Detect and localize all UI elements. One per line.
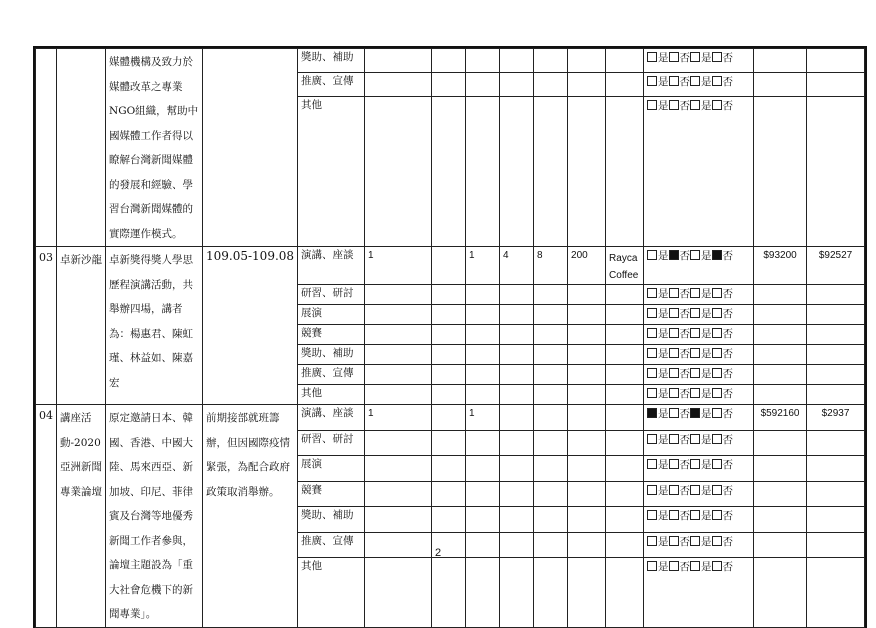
checkbox-no[interactable]: [712, 76, 722, 86]
checkbox-no[interactable]: [712, 510, 722, 520]
type-cell: 推廣、宣傳: [298, 532, 365, 558]
checkbox-no[interactable]: [669, 408, 679, 418]
checkbox-group: 是 否 是 否: [644, 345, 754, 365]
page-number: 2: [434, 547, 442, 559]
checkbox-yes[interactable]: [690, 561, 700, 571]
checkbox-no[interactable]: [712, 408, 722, 418]
checkbox-no[interactable]: [712, 368, 722, 378]
row-number: 04: [36, 405, 57, 628]
table-row: [36, 49, 865, 73]
checkbox-yes[interactable]: [690, 100, 700, 110]
activity-name: 卓新沙龍: [57, 247, 106, 405]
checkbox-group: 是 否 是 否: [644, 73, 754, 97]
checkbox-no[interactable]: [712, 459, 722, 469]
checkbox-yes[interactable]: [647, 368, 657, 378]
checkbox-yes[interactable]: [690, 76, 700, 86]
type-cell: 競賽: [298, 481, 365, 507]
checkbox-group: 是 否 是 否: [644, 49, 754, 73]
activity-table: [35, 48, 865, 628]
value-cell: 1: [466, 247, 500, 285]
checkbox-yes[interactable]: [647, 288, 657, 298]
checkbox-no[interactable]: [669, 388, 679, 398]
checkbox-no[interactable]: [669, 510, 679, 520]
checkbox-no[interactable]: [712, 52, 722, 62]
activity-note: 前期接部就班籌辦，但因國際疫情緊張，為配合政府政策取消舉辦。: [203, 405, 298, 628]
value-cell: 200: [568, 247, 606, 285]
checkbox-no[interactable]: [712, 288, 722, 298]
checkbox-group: 是 否 是 否: [644, 97, 754, 247]
checkbox-yes[interactable]: [690, 368, 700, 378]
checkbox-group: 是 否 是 否: [644, 405, 754, 431]
checkbox-yes[interactable]: [690, 348, 700, 358]
amount-cell: $592160: [754, 405, 807, 431]
checkbox-no[interactable]: [712, 536, 722, 546]
checkbox-yes[interactable]: [690, 459, 700, 469]
activity-desc: 原定邀請日本、韓國、香港、中國大陸、馬來西亞、新加坡、印尼、菲律賓及台灣等地優秀新聞工作者參與，論壇主題設為「重大社會危機下的新聞專業」。: [106, 405, 203, 628]
checkbox-no[interactable]: [669, 308, 679, 318]
checkbox-no[interactable]: [712, 485, 722, 495]
checkbox-group: 是 否 是 否: [644, 558, 754, 627]
checkbox-no[interactable]: [669, 561, 679, 571]
type-cell: 其他: [298, 558, 365, 627]
activity-desc: 卓新獎得獎人學思歷程演講活動，共舉辦四場，講者為：楊惠君、陳虹瑾、林益如、陳嘉宏: [106, 247, 203, 405]
value-cell: 8: [534, 247, 568, 285]
checkbox-no[interactable]: [712, 328, 722, 338]
checkbox-yes[interactable]: [647, 485, 657, 495]
checkbox-yes[interactable]: [647, 308, 657, 318]
checkbox-no[interactable]: [669, 485, 679, 495]
checkbox-group: 是 否 是 否: [644, 456, 754, 482]
checkbox-no[interactable]: [712, 434, 722, 444]
checkbox-yes[interactable]: [647, 52, 657, 62]
checkbox-yes[interactable]: [647, 348, 657, 358]
amount-cell: $92527: [807, 247, 865, 285]
type-cell: 展演: [298, 305, 365, 325]
type-cell: 推廣、宣傳: [298, 365, 365, 385]
partner-cell: Rayca Coffee: [606, 247, 644, 285]
checkbox-no[interactable]: [669, 52, 679, 62]
activity-date: 109.05-109.08: [203, 247, 298, 405]
name-cell: [57, 49, 106, 247]
value-cell: 1: [365, 247, 432, 285]
checkbox-yes[interactable]: [647, 434, 657, 444]
checkbox-no[interactable]: [669, 100, 679, 110]
activity-name: 講座活動-2020亞洲新聞專業論壇: [57, 405, 106, 628]
checkbox-group: 是 否 是 否: [644, 481, 754, 507]
checkbox-no[interactable]: [712, 388, 722, 398]
value-cell: 4: [500, 247, 534, 285]
checkbox-no[interactable]: [669, 348, 679, 358]
checkbox-yes-checked[interactable]: [647, 408, 657, 418]
checkbox-yes[interactable]: [647, 459, 657, 469]
checkbox-no-checked[interactable]: [669, 250, 679, 260]
type-cell: 競賽: [298, 325, 365, 345]
checkbox-yes[interactable]: [690, 388, 700, 398]
checkbox-yes[interactable]: [690, 288, 700, 298]
checkbox-yes[interactable]: [690, 250, 700, 260]
type-cell: 研習、研討: [298, 285, 365, 305]
checkbox-no[interactable]: [712, 561, 722, 571]
checkbox-no[interactable]: [669, 76, 679, 86]
checkbox-no[interactable]: [712, 100, 722, 110]
checkbox-yes[interactable]: [690, 434, 700, 444]
checkbox-yes-checked[interactable]: [690, 408, 700, 418]
checkbox-no[interactable]: [669, 368, 679, 378]
no-cell: [36, 49, 57, 247]
checkbox-yes[interactable]: [647, 328, 657, 338]
type-cell: 研習、研討: [298, 430, 365, 456]
amount-cell: $2937: [807, 405, 865, 431]
desc-cell: 媒體機構及致力於媒體改革之專業NGO組織，幫助中國媒體工作者得以瞭解台灣新聞媒體的發展和經驗、學習台灣新聞媒體的實際運作模式。: [106, 49, 203, 247]
checkbox-yes[interactable]: [647, 510, 657, 520]
type-cell: 推廣、宣傳: [298, 73, 365, 97]
checkbox-no[interactable]: [669, 536, 679, 546]
checkbox-yes[interactable]: [647, 250, 657, 260]
checkbox-group: 是 否 是 否: [644, 430, 754, 456]
type-cell: 其他: [298, 97, 365, 247]
value-cell: 1: [365, 405, 432, 431]
row-number: 03: [36, 247, 57, 405]
checkbox-group: 是 否 是 否: [644, 325, 754, 345]
checkbox-yes[interactable]: [690, 485, 700, 495]
date-cell: [203, 49, 298, 247]
checkbox-group: 是 否 是 否: [644, 385, 754, 405]
checkbox-group: 是 否 是 否: [644, 532, 754, 558]
checkbox-group: 是 否 是 否: [644, 365, 754, 385]
checkbox-yes[interactable]: [647, 76, 657, 86]
checkbox-yes[interactable]: [690, 52, 700, 62]
checkbox-yes[interactable]: [647, 388, 657, 398]
checkbox-yes[interactable]: [690, 510, 700, 520]
checkbox-no[interactable]: [669, 328, 679, 338]
checkbox-group: 是 否 是 否: [644, 247, 754, 285]
checkbox-yes[interactable]: [647, 100, 657, 110]
type-cell: 獎助、補助: [298, 345, 365, 365]
checkbox-no-checked[interactable]: [712, 250, 722, 260]
checkbox-group: 是 否 是 否: [644, 305, 754, 325]
checkbox-yes[interactable]: [690, 308, 700, 318]
table-row: [36, 405, 865, 431]
value-cell: 1: [466, 405, 500, 431]
checkbox-no[interactable]: [669, 288, 679, 298]
checkbox-yes[interactable]: [647, 536, 657, 546]
table-row: [36, 247, 865, 285]
checkbox-yes[interactable]: [647, 561, 657, 571]
checkbox-no[interactable]: [669, 459, 679, 469]
type-cell: 演講、座談: [298, 247, 365, 285]
checkbox-no[interactable]: [712, 348, 722, 358]
type-cell: 演講、座談: [298, 405, 365, 431]
amount-cell: $93200: [754, 247, 807, 285]
checkbox-group: 是 否 是 否: [644, 285, 754, 305]
type-cell: 其他: [298, 385, 365, 405]
checkbox-no[interactable]: [669, 434, 679, 444]
checkbox-yes[interactable]: [690, 536, 700, 546]
type-cell: 獎助、補助: [298, 507, 365, 533]
checkbox-no[interactable]: [712, 308, 722, 318]
type-cell: 獎助、補助: [298, 49, 365, 73]
type-cell: 展演: [298, 456, 365, 482]
checkbox-group: 是 否 是 否: [644, 507, 754, 533]
checkbox-yes[interactable]: [690, 328, 700, 338]
